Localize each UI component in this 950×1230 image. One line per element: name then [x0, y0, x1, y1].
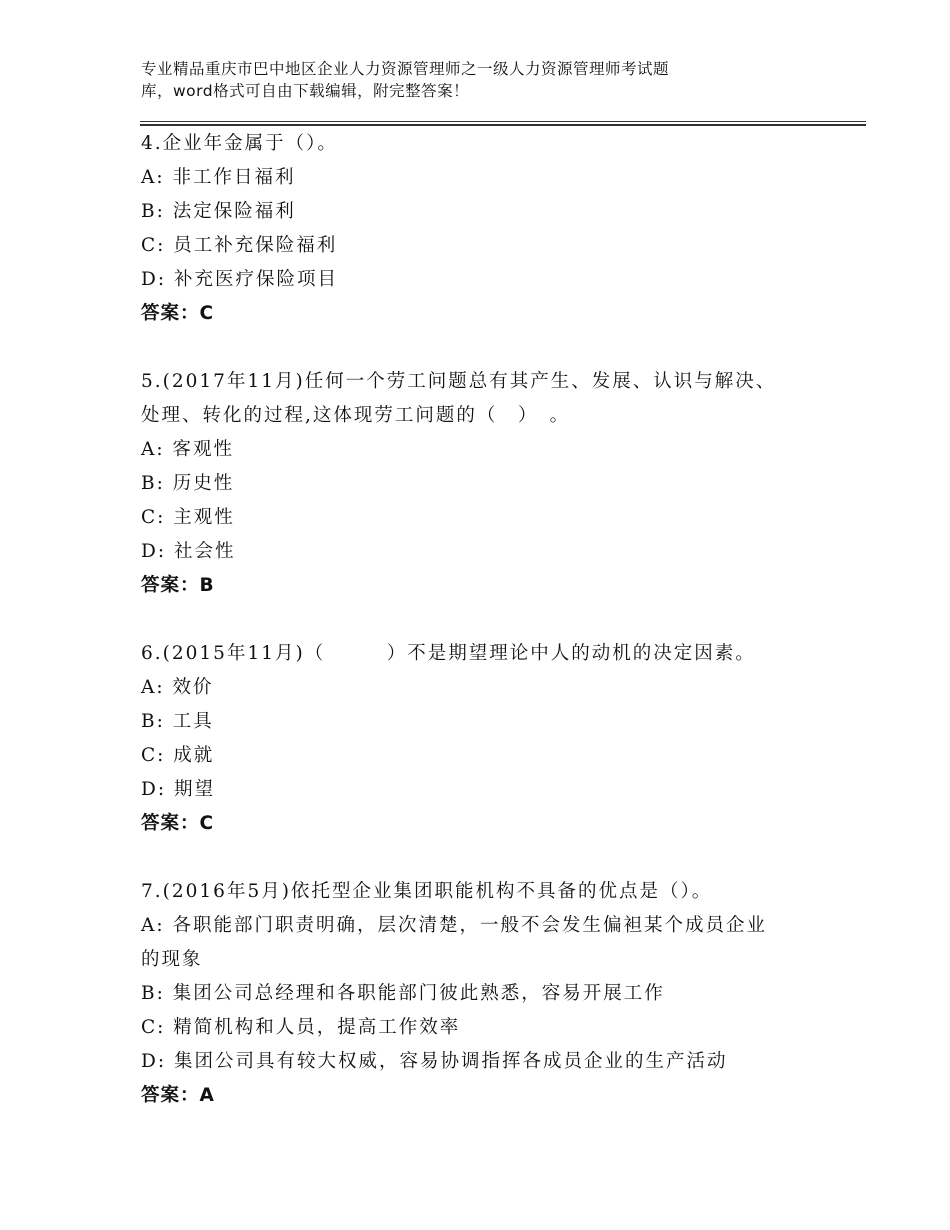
answer-option	[141, 739, 841, 773]
question-stem-line: 处理、转化的过程,这体现劳工问题的（ ） 。	[141, 405, 571, 426]
answer-option	[141, 501, 841, 535]
question-stem-line: 4.企业年金属于（）。	[141, 133, 338, 154]
question-stem-line: 7.(2016年5月)依托型企业集团职能机构不具备的优点是（）。	[141, 881, 713, 902]
answer-option-line: B: 工具	[141, 711, 214, 732]
answer-option	[141, 1045, 841, 1079]
answer-option-line: D: 集团公司具有较大权威，容易协调指挥各成员企业的生产活动	[141, 1051, 728, 1072]
answer-option	[141, 433, 841, 467]
answer-option	[141, 671, 841, 705]
question-list	[141, 127, 841, 1113]
answer-option	[141, 195, 841, 229]
answer-option-line: B: 法定保险福利	[141, 201, 296, 222]
question-block	[141, 637, 841, 841]
answer-key: 答案：C	[141, 813, 215, 834]
question-spacer	[141, 603, 841, 637]
answer-option	[141, 977, 841, 1011]
answer-option-line: C: 成就	[141, 745, 215, 766]
answer-option	[141, 1011, 841, 1045]
answer-option-line: 的现象	[141, 949, 203, 970]
answer-option-line: D: 社会性	[141, 541, 236, 562]
answer-option	[141, 705, 841, 739]
question-stem-line: 5.(2017年11月)任何一个劳工问题总有其产生、发展、认识与解决、	[141, 371, 777, 392]
answer-option-line: A: 各职能部门职责明确，层次清楚，一般不会发生偏袒某个成员企业	[141, 915, 767, 936]
answer-option-line: B: 集团公司总经理和各职能部门彼此熟悉，容易开展工作	[141, 983, 665, 1004]
answer-option	[141, 909, 841, 977]
answer-key: 答案：C	[141, 303, 215, 324]
document-header	[141, 58, 791, 102]
answer-key: 答案：A	[141, 1085, 215, 1106]
answer-option-line: C: 员工补充保险福利	[141, 235, 338, 256]
answer-option-line: A: 非工作日福利	[141, 167, 296, 188]
answer-option-line: B: 历史性	[141, 473, 235, 494]
answer-option	[141, 263, 841, 297]
answer-option	[141, 229, 841, 263]
answer-option	[141, 535, 841, 569]
answer-option	[141, 773, 841, 807]
header-divider-thick	[140, 124, 866, 126]
question-stem	[141, 127, 841, 161]
question-stem-line: 6.(2015年11月)（ ）不是期望理论中人的动机的决定因素。	[141, 643, 756, 664]
question-spacer	[141, 841, 841, 875]
question-stem	[141, 637, 841, 671]
header-title-line-1: 专业精品重庆市巴中地区企业人力资源管理师之一级人力资源管理师考试题	[141, 60, 670, 78]
question-stem	[141, 875, 841, 909]
question-spacer	[141, 331, 841, 365]
answer-option-line: C: 主观性	[141, 507, 235, 528]
answer-option-line: A: 客观性	[141, 439, 234, 460]
answer-option-line: D: 期望	[141, 779, 215, 800]
question-block	[141, 127, 841, 331]
question-stem	[141, 365, 841, 433]
question-block	[141, 875, 841, 1113]
header-divider-thin	[140, 121, 866, 122]
answer-option	[141, 161, 841, 195]
answer-key: 答案：B	[141, 575, 215, 596]
answer-option-line: C: 精简机构和人员，提高工作效率	[141, 1017, 461, 1038]
question-block	[141, 365, 841, 603]
answer-option-line: D: 补充医疗保险项目	[141, 269, 338, 290]
header-title-line-2: 库，word格式可自由下载编辑，附完整答案！	[141, 82, 470, 100]
answer-option-line: A: 效价	[141, 677, 214, 698]
answer-option	[141, 467, 841, 501]
